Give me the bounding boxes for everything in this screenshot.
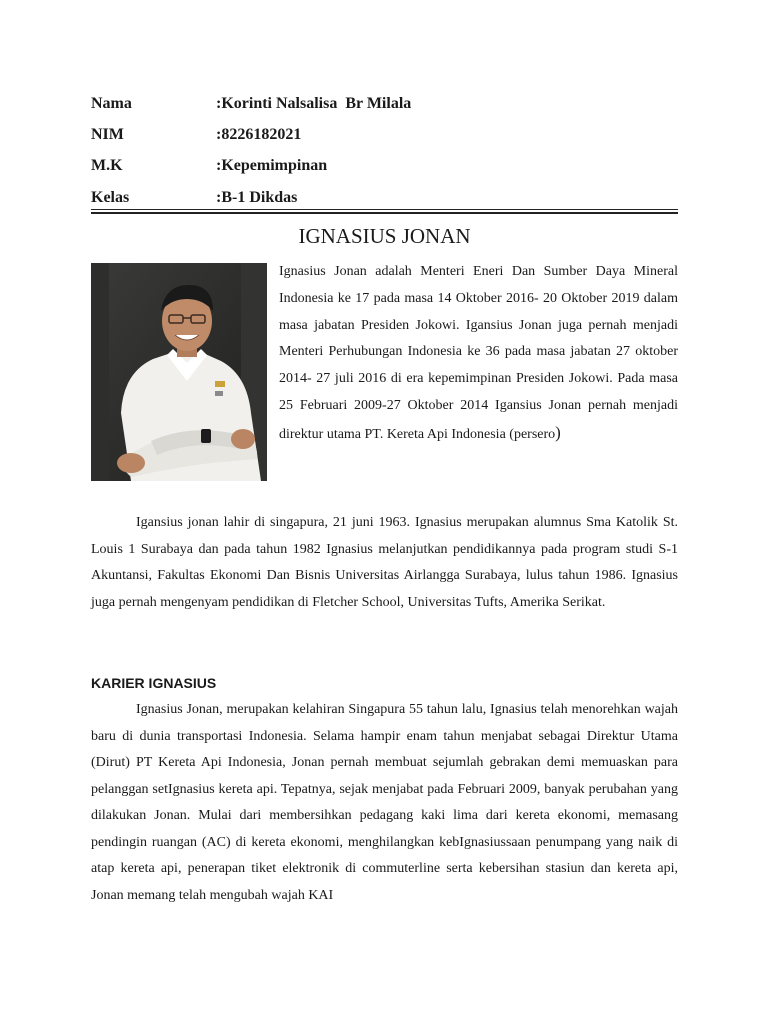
page-title: IGNASIUS JONAN <box>298 224 471 248</box>
nama-value: :Korinti Nalsalisa Br Milala <box>216 95 412 112</box>
biography-paragraph: Igansius jonan lahir di singapura, 21 juni 1963. Ignasius merupakan alumnus Sma Katolik St. Louis 1 Surabaya dan pada tahun 1982 Ignasius melanjutkan pendidikannya pada program studi S-1 Akuntansi, Fakultas Ekonomi Dan Bisnis Universitas Airlangga Surabaya, lulus tahun 1986. Ignasius juga pernah mengenyam pendidikan di Fletcher School, Universitas Tufts, Amerika Serikat. <box>91 515 678 610</box>
nim-label: NIM <box>91 126 124 143</box>
kelas-value: :B-1 Dikdas <box>216 189 298 206</box>
nim-value: :8226182021 <box>216 126 302 143</box>
header-row-nim <box>91 123 681 147</box>
header-divider-bottom <box>91 212 678 214</box>
section-heading: KARIER IGNASIUS <box>91 675 217 691</box>
mk-label: M.K <box>91 157 123 174</box>
intro-closing-paren: ) <box>555 422 561 442</box>
kelas-label: Kelas <box>91 189 130 206</box>
header-row-mk <box>91 154 681 178</box>
intro-text <box>279 259 678 449</box>
mk-value: :Kepemimpinan <box>216 157 328 174</box>
header-row-nama <box>91 92 681 116</box>
portrait-photo <box>91 263 267 481</box>
header-row-kelas <box>91 186 681 210</box>
header-divider-top <box>91 209 678 210</box>
career-paragraph: Ignasius Jonan, merupakan kelahiran Singapura 55 tahun lalu, Ignasius telah menorehkan wajah baru di dunia transportasi Indonesia. Selama hampir enam tahun menjabat sebagai Direktur Utama (Dirut) PT Kereta Api Indonesia, Jonan pernah membuat sejumlah gebrakan demi memuaskan para pelanggan setIgnasius kereta api. Tepatnya, sejak menjabat pada Februari 2009, banyak perubahan yang dilakukan Jonan. Mulai dari membersihkan pedagang kaki lima dari kereta ekonomi, memasang pendingin ruangan (AC) di kereta ekonomi, menghilangkan kebIgnasiussaan penumpang yang naik di atap kereta api, penerapan tiket elektronik di commuterline serta kebersihan stasiun dan kereta api, Jonan memang telah mengubah wajah KAI <box>91 702 678 903</box>
intro-body: Ignasius Jonan adalah Menteri Eneri Dan Sumber Daya Mineral Indonesia ke 17 pada masa 14 Oktober 2016- 20 Oktober 2019 dalam masa jabatan Presiden Jokowi. Igansius Jonan juga pernah menjadi Menteri Perhubungan Indonesia ke 36 pada masa jabatan 27 oktober 2014- 27 juli 2016 di era kepemimpinan Presiden Jokowi. Pada masa 25 Februari 2009-27 Oktober 2014 Igansius Jonan pernah menjadi direktur utama PT. Kereta Api Indonesia (persero <box>279 264 678 442</box>
nama-label: Nama <box>91 95 132 112</box>
